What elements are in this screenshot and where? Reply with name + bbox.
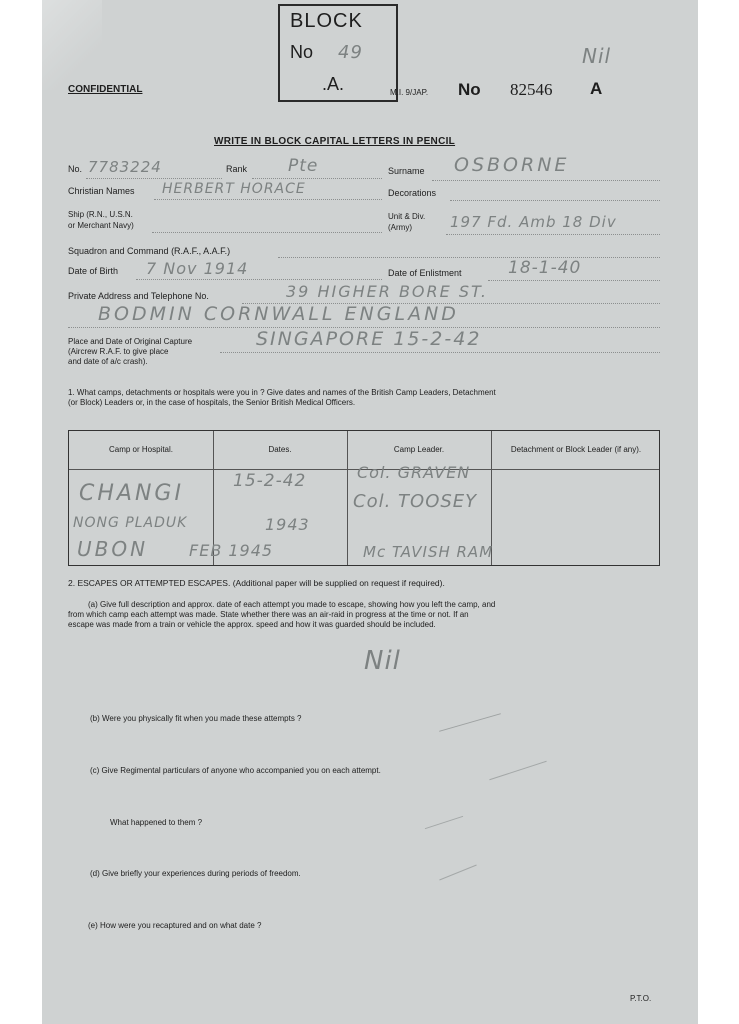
section2-a-answer: Nil — [364, 646, 401, 676]
row2-dates: 1943 — [265, 515, 310, 534]
unit-line — [446, 234, 660, 235]
decorations-line — [450, 200, 660, 201]
pencil-dash-2 — [489, 761, 546, 780]
address-line-2: BODMIN CORNWALL ENGLAND — [98, 303, 459, 325]
number-label: No — [458, 80, 481, 99]
section2-a-line1: (a) Give full description and approx. date of each attempt you made to escape, showing how you left the camp, and — [88, 600, 496, 609]
form-serial-number: 82546 — [510, 80, 553, 99]
folded-corner — [42, 0, 102, 90]
capture-line — [220, 352, 660, 353]
pencil-dash-4 — [439, 865, 476, 881]
header-dates: Dates. — [268, 445, 292, 454]
mi-reference: M.I. 9/JAP. — [390, 88, 429, 97]
stamp-letter: .A. — [322, 74, 345, 94]
row3-dates: FEB 1945 — [189, 541, 274, 560]
capture-label-line2: (Aircrew R.A.F. to give place — [68, 347, 169, 356]
form-page — [42, 0, 698, 1024]
stamp-handwritten-number: 49 — [338, 42, 363, 63]
ship-line — [152, 232, 382, 233]
section2-d-question: (d) Give briefly your experiences during periods of freedom. — [90, 869, 301, 878]
section2-a-line2: from which camp each attempt was made. State whether there was an air-raid in progress at the time or not. If an — [68, 610, 469, 619]
section2-e-question: (e) How were you recaptured and on what date ? — [88, 921, 262, 930]
pto-label: P.T.O. — [630, 994, 652, 1003]
row1-dates: 15-2-42 — [233, 471, 307, 491]
decorations-label: Decorations — [388, 188, 437, 198]
surname-label: Surname — [388, 166, 425, 176]
row1-leader: Col. GRAVEN — [357, 463, 471, 482]
service-number-label: No. — [68, 164, 83, 174]
rank-line — [252, 178, 382, 179]
service-number-line — [86, 178, 222, 179]
camps-table — [68, 430, 660, 566]
enlistment-value: 18-1-40 — [508, 258, 582, 278]
surname-value: OSBORNE — [454, 154, 570, 176]
row2-leader: Col. TOOSEY — [353, 491, 478, 512]
service-number-value: 7783224 — [88, 158, 162, 176]
unit-label-line2: (Army) — [388, 223, 412, 232]
surname-line — [432, 180, 660, 181]
dob-line — [136, 279, 382, 280]
section2-a-line3: escape was made from a train or vehicle the approx. speed and how it was guarded should be included. — [68, 620, 436, 629]
row2-camp: NONG PLADUK — [73, 515, 188, 531]
dob-label: Date of Birth — [68, 266, 119, 276]
squadron-label: Squadron and Command (R.A.F., A.A.F.) — [68, 246, 231, 256]
enlistment-line — [488, 280, 660, 281]
header-camp: Camp or Hospital. — [108, 445, 174, 454]
christian-names-line — [154, 199, 382, 200]
enlistment-label: Date of Enlistment — [388, 268, 462, 278]
row3-leader: Mc TAVISH RAM — [363, 543, 494, 561]
dob-value: 7 Nov 1914 — [146, 259, 249, 278]
address-line-1: 39 HIGHER BORE ST. — [286, 282, 488, 301]
unit-label-line1: Unit & Div. — [388, 212, 426, 221]
stamp-block-text: BLOCK — [290, 10, 363, 32]
ship-label-line1: Ship (R.N., U.S.N. — [68, 210, 133, 219]
corner-handwritten-note: Nil — [582, 44, 612, 68]
rank-label: Rank — [226, 164, 248, 174]
address-label: Private Address and Telephone No. — [68, 291, 209, 301]
instruction-heading: WRITE IN BLOCK CAPITAL LETTERS IN PENCIL — [214, 136, 456, 147]
pencil-dash-1 — [439, 713, 501, 732]
section2-b-question: (b) Were you physically fit when you made these attempts ? — [90, 714, 302, 723]
pencil-dash-3 — [425, 816, 463, 829]
rank-value: Pte — [288, 156, 319, 176]
header-camp-leader: Camp Leader. — [393, 445, 445, 454]
stamp-no-text: No — [290, 42, 314, 62]
section1-question-line2: (or Block) Leaders or, in the case of hospitals, the Senior British Medical Officers. — [68, 398, 356, 407]
header-detachment-leader: Detachment or Block Leader (if any). — [510, 445, 642, 454]
capture-label-line3: and date of a/c crash). — [68, 357, 148, 366]
row1-camp: CHANGI — [79, 481, 184, 506]
confidential-label: CONFIDENTIAL — [68, 84, 143, 95]
christian-names-label: Christian Names — [68, 186, 135, 196]
ship-label-line2: or Merchant Navy) — [68, 221, 134, 230]
christian-names-value: HERBERT HORACE — [162, 181, 306, 197]
section2-c-question: (c) Give Regimental particulars of anyone who accompanied you on each attempt. — [90, 766, 381, 775]
capture-value: SINGAPORE 15-2-42 — [256, 328, 482, 350]
section2-c-followup: What happened to them ? — [110, 818, 203, 827]
row3-camp: UBON — [77, 537, 149, 561]
section1-question-line1: 1. What camps, detachments or hospitals were you in ? Give dates and names of the British Camp Leaders, Detachment — [68, 388, 496, 397]
squadron-line — [278, 257, 660, 258]
capture-label-line1: Place and Date of Original Capture — [68, 337, 193, 346]
section2-title: 2. ESCAPES OR ATTEMPTED ESCAPES. (Additional paper will be supplied on request if required). — [68, 578, 445, 588]
block-stamp — [278, 4, 398, 102]
unit-value: 197 Fd. Amb 18 Div — [450, 213, 617, 231]
serial-suffix: A — [590, 79, 603, 98]
